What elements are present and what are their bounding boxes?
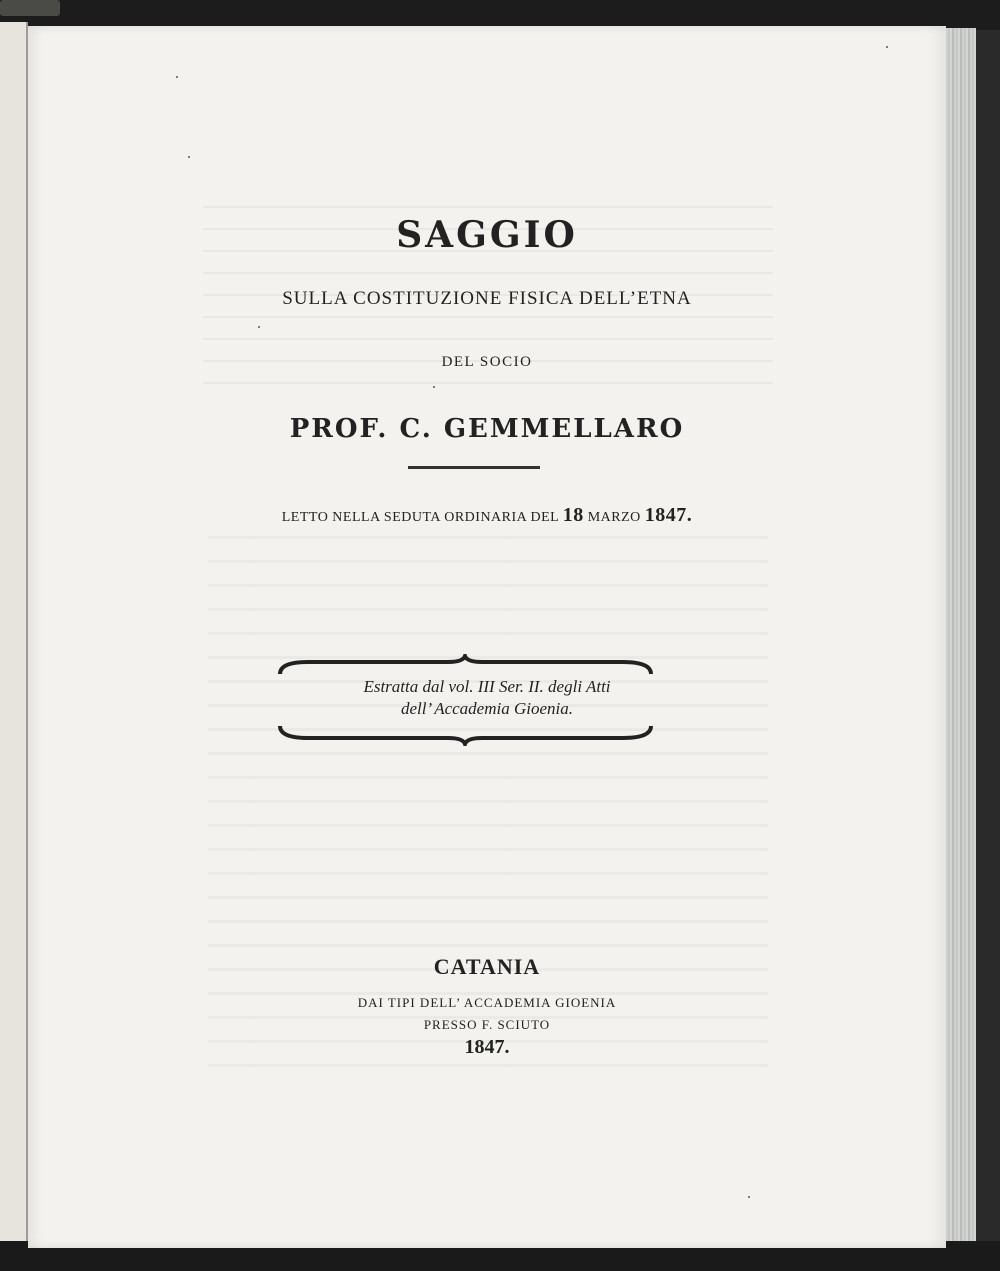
paper-speck	[258, 326, 260, 328]
divider-rule	[408, 466, 540, 469]
paper-speck	[748, 1196, 750, 1198]
extract-line-2: dell’ Accademia Gioenia.	[400, 699, 573, 718]
subtitle: SULLA COSTITUZIONE FISICA DELL’ETNA	[282, 288, 692, 309]
reading-day: 18	[562, 504, 584, 526]
extract-note	[28, 676, 946, 720]
book-spine-edge	[0, 0, 60, 16]
imprint-year: 1847.	[464, 1036, 510, 1058]
extract-line-1: Estratta dal vol. III Ser. II. degli Atti	[363, 677, 611, 696]
imprint-city: CATANIA	[433, 954, 541, 979]
printer-line-2: PRESSO F. SCIUTO	[423, 1017, 551, 1032]
paper-speck	[176, 76, 178, 78]
brace-top-ornament	[278, 654, 653, 678]
author-name: PROF. C. GEMMELLARO	[289, 414, 685, 444]
imprint-printer	[28, 992, 946, 1036]
reading-date-line	[28, 504, 946, 527]
reading-prefix: LETTO NELLA SEDUTA ORDINARIA DEL	[281, 510, 563, 525]
page-title: SAGGIO	[396, 214, 578, 256]
printer-line-1: DAI TIPI DELL’ ACCADEMIA GIOENIA	[357, 995, 617, 1010]
paper-speck	[433, 386, 435, 388]
title-page	[28, 26, 946, 1248]
paper-speck	[188, 156, 190, 158]
socio-line: DEL SOCIO	[441, 354, 533, 370]
brace-bottom-ornament	[278, 722, 653, 746]
paper-speck	[886, 46, 888, 48]
facing-page-edge	[0, 22, 28, 1252]
reading-year: 1847.	[644, 504, 693, 526]
reading-month: MARZO	[583, 510, 645, 525]
